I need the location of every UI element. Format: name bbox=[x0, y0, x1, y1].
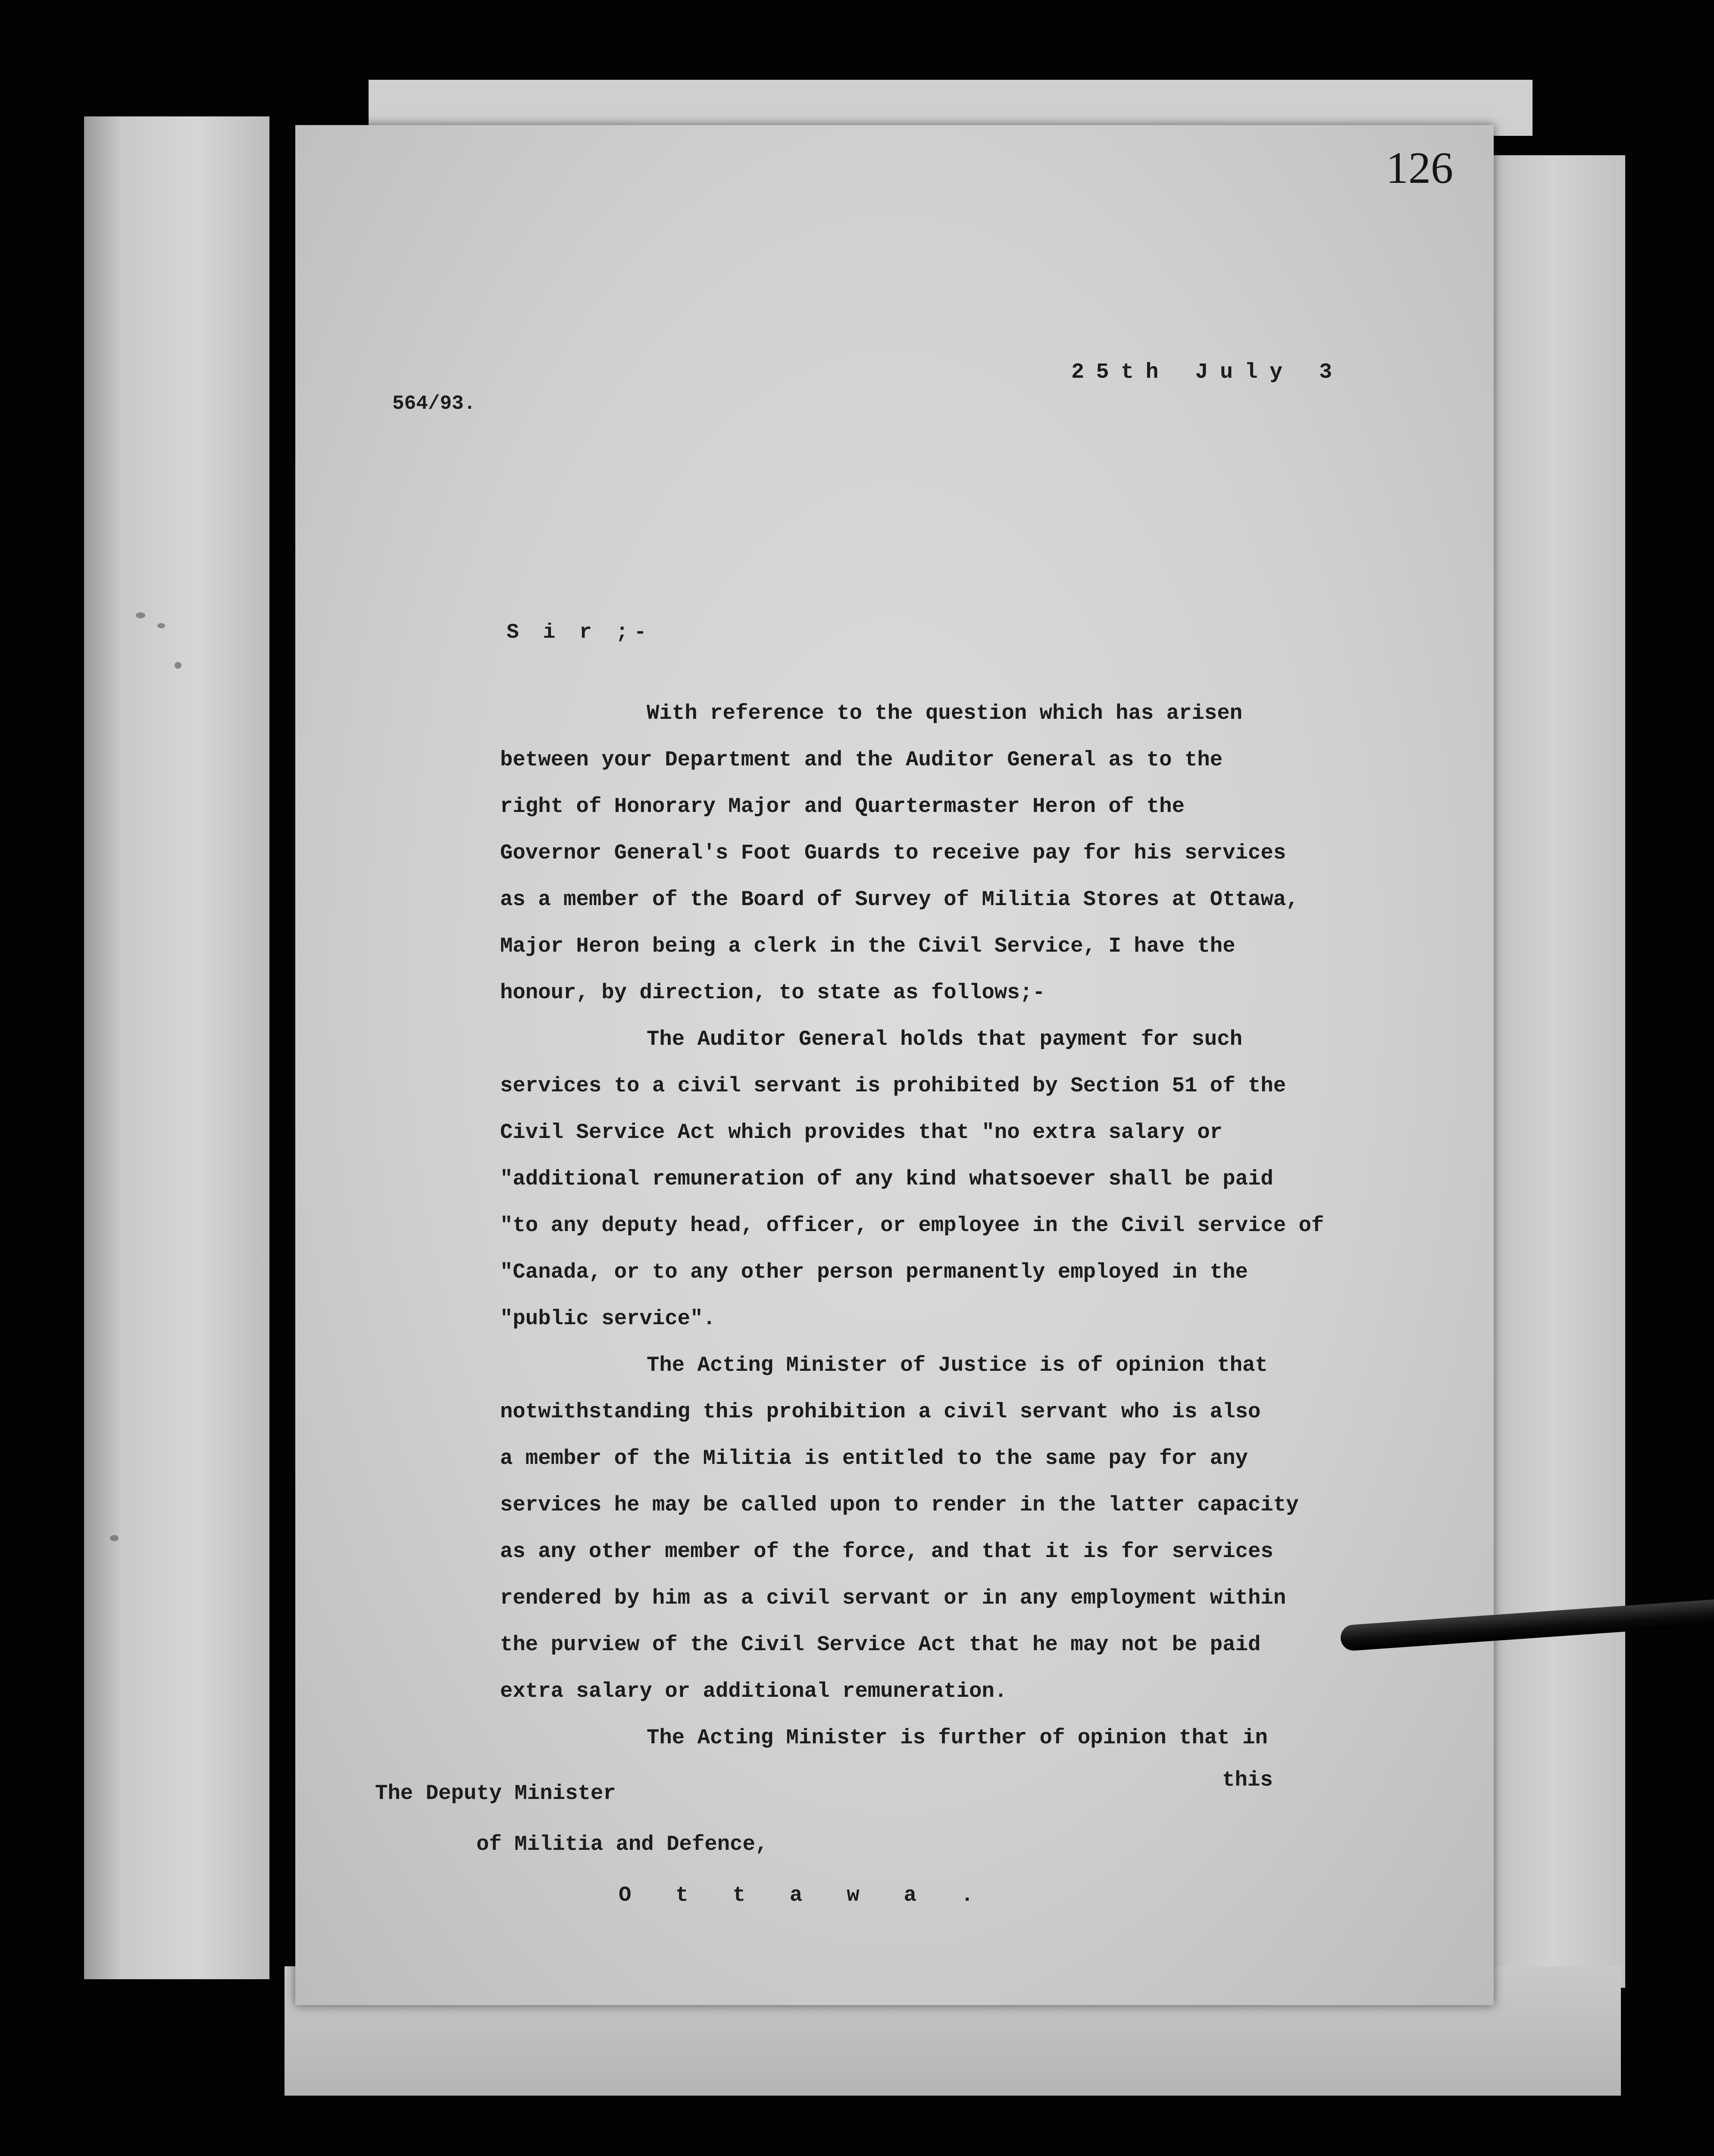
letter-body bbox=[500, 690, 1405, 1761]
body-line: right of Honorary Major and Quartermaster Heron of the bbox=[500, 794, 1185, 818]
file-reference: 564/93. bbox=[392, 392, 476, 415]
body-line: "public service". bbox=[500, 1307, 716, 1331]
body-line: "Canada, or to any other person permanently employed in the bbox=[500, 1260, 1248, 1284]
body-line: notwithstanding this prohibition a civil servant who is also bbox=[500, 1400, 1261, 1424]
body-line: The Auditor General holds that payment for such bbox=[647, 1027, 1243, 1051]
addressee-title: The Deputy Minister bbox=[375, 1781, 616, 1805]
page-speck bbox=[175, 662, 181, 669]
left-adjacent-page bbox=[84, 116, 269, 1979]
body-line: Civil Service Act which provides that "no extra salary or bbox=[500, 1120, 1223, 1144]
salutation: S i r ;- bbox=[507, 621, 652, 644]
body-line: honour, by direction, to state as follows;- bbox=[500, 981, 1045, 1005]
page-speck bbox=[110, 1535, 119, 1541]
body-line: "to any deputy head, officer, or employee in the Civil service of bbox=[500, 1213, 1324, 1238]
page-speck bbox=[136, 612, 145, 618]
body-line: between your Department and the Auditor General as to the bbox=[500, 748, 1223, 772]
body-line: a member of the Militia is entitled to the same pay for any bbox=[500, 1446, 1248, 1470]
body-line: services he may be called upon to render in the latter capacity bbox=[500, 1493, 1299, 1517]
page-speck bbox=[157, 623, 165, 628]
body-line: rendered by him as a civil servant or in any employment within bbox=[500, 1586, 1286, 1610]
body-line: services to a civil servant is prohibited by Section 51 of the bbox=[500, 1074, 1286, 1098]
body-line: the purview of the Civil Service Act that he may not be paid bbox=[500, 1633, 1261, 1657]
body-line: Major Heron being a clerk in the Civil Service, I have the bbox=[500, 934, 1235, 958]
body-line: as any other member of the force, and that it is for services bbox=[500, 1539, 1273, 1564]
letter-page bbox=[295, 125, 1494, 2005]
folio-number: 126 bbox=[1386, 143, 1453, 193]
addressee-department: of Militia and Defence, bbox=[476, 1832, 768, 1856]
continuation-catchword: this bbox=[1222, 1768, 1273, 1792]
addressee-city: O t t a w a . bbox=[619, 1883, 990, 1907]
addressee-block bbox=[375, 1768, 989, 1921]
body-line: "additional remuneration of any kind whatsoever shall be paid bbox=[500, 1167, 1273, 1191]
body-line: The Acting Minister is further of opinion that in bbox=[647, 1726, 1268, 1750]
body-line: extra salary or additional remuneration. bbox=[500, 1679, 1007, 1703]
body-line: The Acting Minister of Justice is of opinion that bbox=[647, 1353, 1268, 1377]
letter-date: 25th July 3 bbox=[1071, 360, 1344, 385]
body-line: as a member of the Board of Survey of Militia Stores at Ottawa, bbox=[500, 887, 1299, 912]
body-line: With reference to the question which has arisen bbox=[647, 701, 1243, 725]
body-line: Governor General's Foot Guards to receive pay for his services bbox=[500, 841, 1286, 865]
back-page-right-edge bbox=[1479, 155, 1625, 1988]
